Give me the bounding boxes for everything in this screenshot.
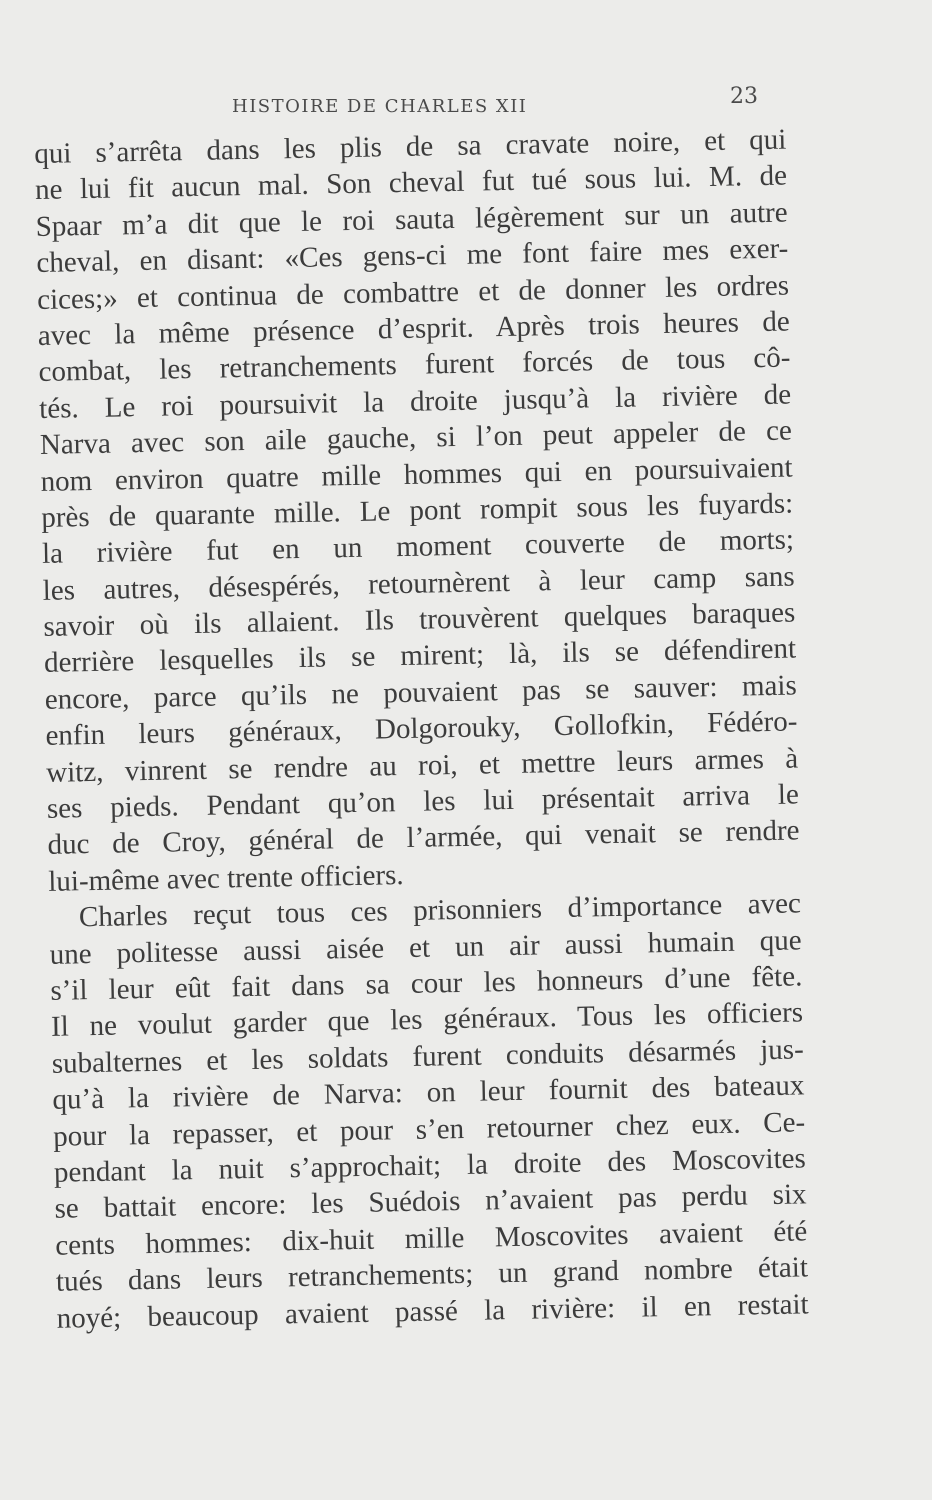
- text-line: Narva avec son aile gauche, si l’on peut appeler de ce: [39, 414, 793, 462]
- text-line: tés. Le roi poursuivit la droite jusqu’à la rivière de: [38, 378, 792, 425]
- text-line: cents hommes: dix-huit mille Moscovites avaient été: [54, 1215, 808, 1262]
- text-line: tués dans leurs retranchements; un grand nombre était: [55, 1251, 809, 1298]
- running-title: HISTOIRE DE CHARLES XII: [232, 96, 528, 117]
- text-line: avec la même présence d’esprit. Après trois heures de: [37, 305, 791, 352]
- text-line: la rivière fut en un moment couverte de morts;: [41, 523, 795, 571]
- text-line: pour la repasser, et pour s’en retourner chez eux. Ce-: [52, 1105, 806, 1153]
- paragraph-end-line: lui-même avec trente officiers.: [48, 858, 404, 898]
- text-line: nom environ quatre mille hommes qui en poursuivaient: [40, 451, 793, 498]
- text-line: duc de Croy, général de l’armée, qui venait se rendre: [47, 814, 800, 862]
- text-line: les autres, désespérés, retournèrent à leur camp sans: [42, 560, 795, 607]
- body-text: [34, 122, 809, 1337]
- text-line: ses pieds. Pendant qu’on les lui présentait arriva le: [46, 778, 800, 825]
- text-line: ne lui fit aucun mal. Son cheval fut tué sous lui. M. de: [34, 159, 788, 207]
- text-line: cices;» et continua de combattre et de donner les ordres: [36, 269, 790, 316]
- text-line: witz, vinrent se rendre au roi, et mettre leurs armes à: [45, 742, 799, 789]
- text-line: subalternes et les soldats furent conduits désarmés jus-: [51, 1033, 804, 1080]
- text-line: pendant la nuit s’approchait; la droite des Moscovites: [53, 1142, 807, 1189]
- text-line: qui s’arrêta dans les plis de sa cravate noire, et qui: [34, 123, 787, 170]
- text-line: savoir où ils allaient. Ils trouvèrent quelques baraques: [43, 596, 796, 643]
- text-line: une politesse aussi aisée et un air aussi humain que: [49, 924, 802, 971]
- text-line: se battait encore: les Suédois n’avaient pas perdu six: [54, 1178, 807, 1226]
- text-line: encore, parce qu’ils ne pouvaient pas se sauver: mais: [44, 669, 797, 716]
- text-line: derrière lesquelles ils se mirent; là, ils se défendirent: [43, 632, 797, 680]
- text-line: près de quarante mille. Le pont rompit sous les fuyards:: [41, 487, 794, 534]
- text-line: Il ne voulut garder que les généraux. Tous les officiers: [50, 996, 804, 1044]
- text-line: s’il leur eût fait dans sa cour les honneurs d’une fête.: [50, 960, 803, 1007]
- text-line: combat, les retranchements furent forcés de tous cô-: [38, 341, 791, 389]
- page-number: 23: [730, 84, 758, 109]
- text-line: Spaar m’a dit que le roi sauta légèrement sur un autre: [35, 196, 788, 243]
- paragraph-start-line: Charles reçut tous ces prisonniers d’importance avec: [78, 887, 802, 934]
- text-line: cheval, en disant: «Ces gens-ci me font faire mes exer-: [36, 232, 789, 280]
- text-line: noyé; beaucoup avaient passé la rivière: il en restait: [56, 1287, 809, 1335]
- text-line: enfin leurs généraux, Dolgorouky, Gollofkin, Fédéro-: [45, 705, 798, 753]
- text-line: qu’à la rivière de Narva: on leur fournit des bateaux: [52, 1069, 805, 1116]
